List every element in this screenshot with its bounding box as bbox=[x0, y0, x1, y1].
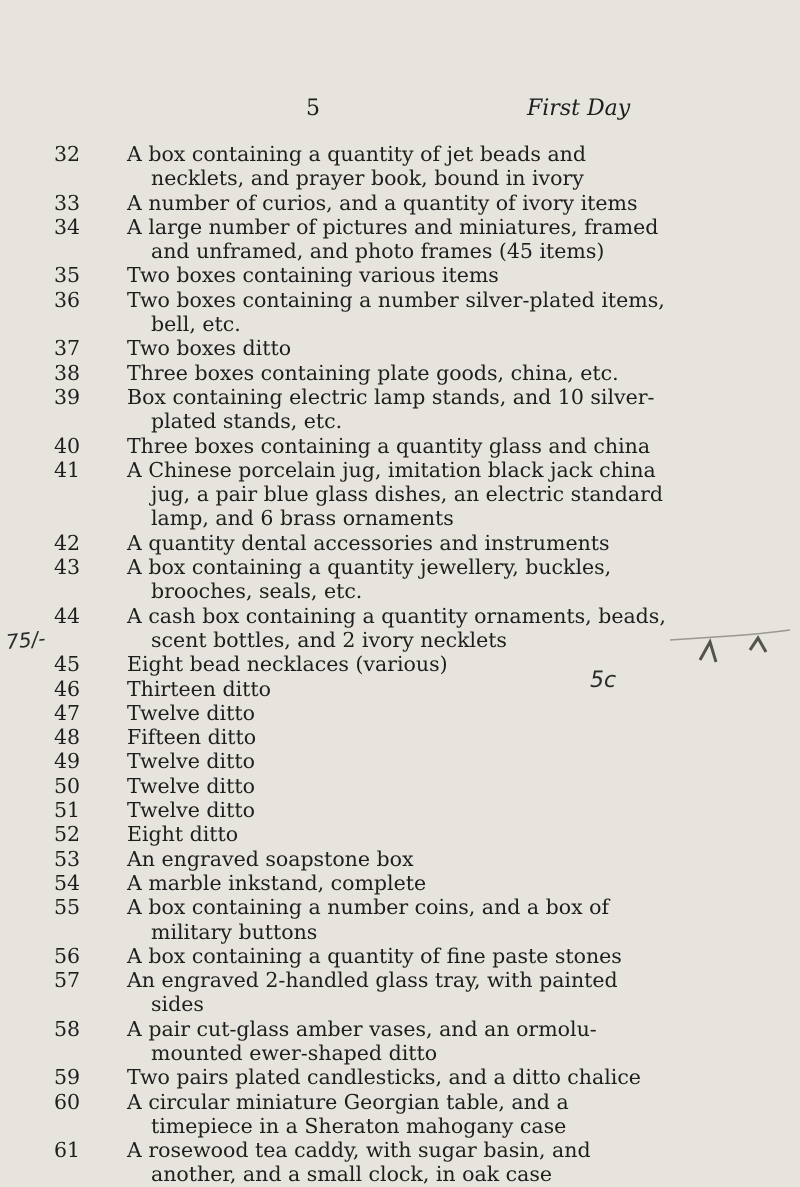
lot-number: 32 bbox=[54, 142, 81, 166]
lot-entry bbox=[0, 1065, 800, 1089]
lot-entry bbox=[0, 822, 800, 846]
lot-description: A quantity dental accessories and instruments bbox=[127, 530, 610, 555]
lot-entry bbox=[0, 191, 800, 215]
lot-description: A Chinese porcelain jug, imitation black jack china jug, a pair blue glass dishes, an electric standard lamp, and 6 brass ornaments bbox=[127, 457, 664, 531]
lot-description: A box containing a number coins, and a box of military buttons bbox=[127, 895, 610, 944]
lot-number: 53 bbox=[54, 846, 81, 871]
lot-entry bbox=[0, 385, 800, 434]
lot-number: 44 bbox=[54, 603, 81, 628]
lot-entry bbox=[0, 555, 800, 604]
lot-entry bbox=[0, 774, 800, 798]
lot-entry bbox=[0, 725, 800, 749]
lot-entry bbox=[0, 895, 800, 944]
lot-number: 57 bbox=[54, 968, 81, 993]
lot-number: 60 bbox=[54, 1089, 81, 1114]
lot-description: A box containing a quantity of fine paste stones bbox=[127, 943, 622, 968]
lot-entry bbox=[0, 944, 800, 968]
lot-entry bbox=[0, 1017, 800, 1066]
lot-number: 42 bbox=[54, 530, 81, 555]
lot-number: 48 bbox=[54, 725, 81, 750]
lot-description: Twelve ditto bbox=[127, 773, 255, 798]
lot-description: Eight bead necklaces (various) bbox=[127, 652, 448, 677]
lot-entry bbox=[0, 361, 800, 385]
running-title: First Day bbox=[527, 96, 631, 121]
lot-number: 40 bbox=[54, 433, 81, 458]
handwritten-price-note: 75/- bbox=[4, 626, 47, 654]
lot-number: 43 bbox=[54, 555, 81, 580]
lot-entry bbox=[0, 458, 800, 531]
lot-description: Twelve ditto bbox=[127, 749, 255, 774]
lot-number: 34 bbox=[54, 214, 81, 239]
lot-entry bbox=[0, 798, 800, 822]
lot-number: 41 bbox=[54, 457, 81, 482]
lot-entry bbox=[0, 701, 800, 725]
lot-entry bbox=[0, 1090, 800, 1139]
lot-description: A circular miniature Georgian table, and a timepiece in a Sheraton mahogany case bbox=[127, 1089, 569, 1138]
lot-number: 61 bbox=[54, 1138, 81, 1163]
lot-number: 46 bbox=[54, 676, 81, 701]
lot-entry bbox=[0, 434, 800, 458]
lot-entry bbox=[0, 531, 800, 555]
lot-entry bbox=[0, 871, 800, 895]
lot-number: 47 bbox=[54, 700, 81, 725]
lot-description: An engraved soapstone box bbox=[127, 846, 414, 871]
lot-number: 39 bbox=[54, 384, 81, 409]
lot-number: 45 bbox=[54, 652, 81, 677]
lot-number: 35 bbox=[54, 263, 81, 288]
lot-number: 51 bbox=[54, 798, 81, 823]
lot-description: Twelve ditto bbox=[127, 798, 255, 823]
lot-number: 33 bbox=[54, 190, 81, 215]
lot-description: A number of curios, and a quantity of ivory items bbox=[127, 190, 638, 215]
bleed-through-ink bbox=[660, 610, 800, 680]
lot-description: Two boxes containing various items bbox=[127, 263, 499, 288]
page-header bbox=[0, 96, 800, 126]
lot-number: 56 bbox=[54, 943, 81, 968]
lot-number: 55 bbox=[54, 895, 81, 920]
lot-description: Two boxes containing a number silver-plated items, bell, etc. bbox=[127, 287, 665, 337]
lot-description: A box containing a quantity of jet beads and necklets, and prayer book, bound in ivory bbox=[127, 142, 586, 191]
lot-number: 38 bbox=[54, 360, 81, 385]
lot-number: 59 bbox=[54, 1065, 81, 1090]
page-number: 5 bbox=[306, 96, 320, 121]
handwritten-mark: 5c bbox=[590, 668, 617, 693]
lot-description: Thirteen ditto bbox=[127, 676, 271, 701]
lot-number: 52 bbox=[54, 822, 81, 847]
lot-entry bbox=[0, 263, 800, 287]
lot-entry bbox=[0, 847, 800, 871]
lot-description: A marble inkstand, complete bbox=[127, 870, 427, 895]
lot-description: Two pairs plated candlesticks, and a ditto chalice bbox=[127, 1065, 641, 1090]
lot-entry bbox=[0, 142, 800, 191]
lot-entry bbox=[0, 677, 800, 701]
lot-description: Three boxes containing a quantity glass and china bbox=[127, 433, 651, 458]
lot-description: Three boxes containing plate goods, china, etc. bbox=[127, 360, 619, 385]
lot-description: A cash box containing a quantity ornaments, beads, scent bottles, and 2 ivory necklets bbox=[127, 603, 666, 652]
lot-description: Twelve ditto bbox=[127, 700, 255, 725]
lot-description: Eight ditto bbox=[127, 822, 239, 847]
lot-entry bbox=[0, 1138, 800, 1187]
lot-entry bbox=[0, 968, 800, 1017]
lot-description: Two boxes ditto bbox=[127, 336, 292, 361]
lot-number: 49 bbox=[54, 749, 81, 774]
lot-number: 50 bbox=[54, 773, 81, 798]
lot-description: Box containing electric lamp stands, and 10 silver-plated stands, etc. bbox=[127, 384, 655, 434]
lot-number: 36 bbox=[54, 287, 81, 312]
lot-number: 58 bbox=[54, 1016, 81, 1041]
lot-description: A pair cut-glass amber vases, and an ormolu-mounted ewer-shaped ditto bbox=[127, 1016, 597, 1065]
lot-description: A box containing a quantity jewellery, buckles, brooches, seals, etc. bbox=[127, 555, 612, 604]
lot-number: 54 bbox=[54, 870, 81, 895]
lot-entry bbox=[0, 749, 800, 773]
lot-entry bbox=[0, 336, 800, 360]
lot-description: A rosewood tea caddy, with sugar basin, and another, and a small clock, in oak case bbox=[127, 1138, 591, 1187]
lot-description: A large number of pictures and miniatures, framed and unframed, and photo frames (45 items) bbox=[127, 214, 659, 264]
lot-entry bbox=[0, 215, 800, 264]
lot-description: An engraved 2-handled glass tray, with painted sides bbox=[127, 968, 618, 1017]
lot-entry bbox=[0, 288, 800, 337]
lot-description: Fifteen ditto bbox=[127, 725, 257, 750]
lot-number: 37 bbox=[54, 336, 81, 361]
